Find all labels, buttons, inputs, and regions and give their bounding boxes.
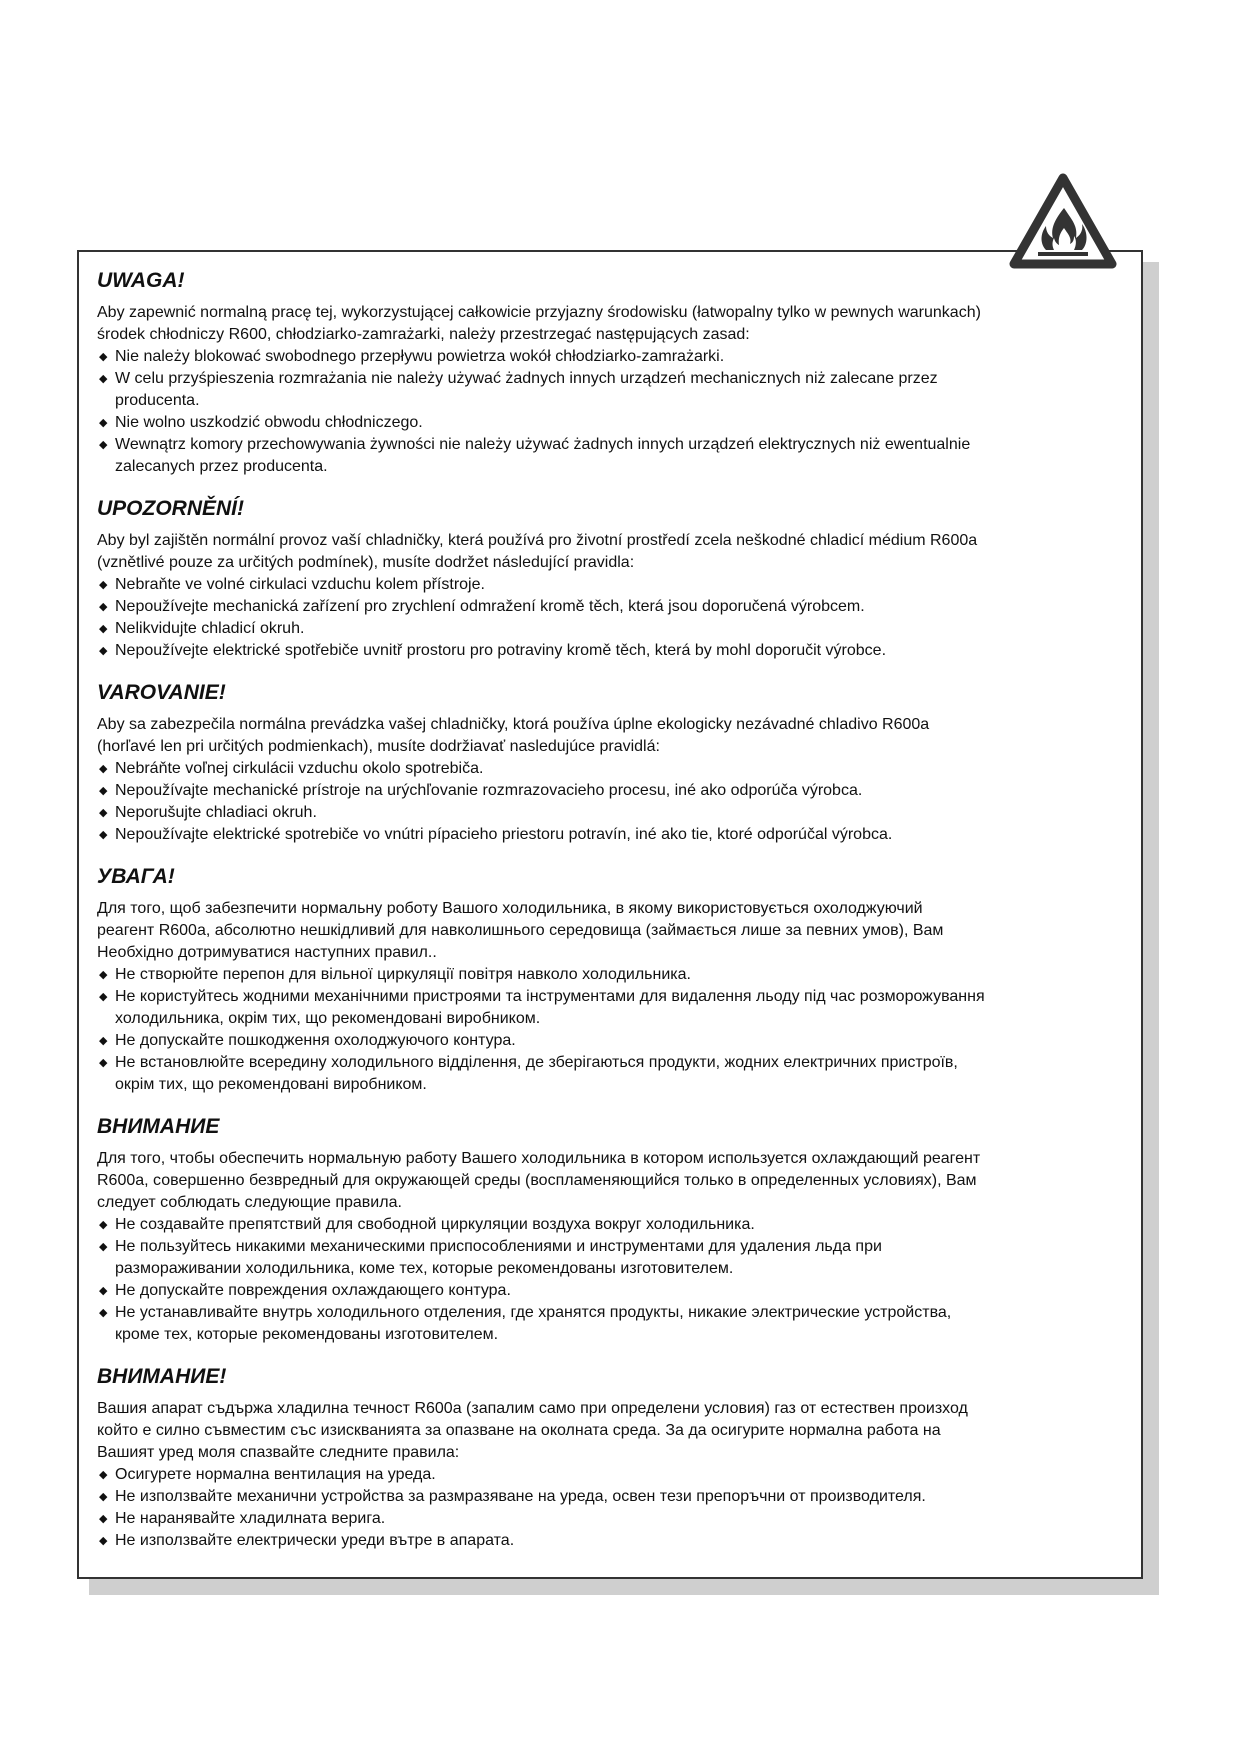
diamond-bullet-icon: ◆: [99, 763, 108, 775]
list-item: ◆ Nepoužívajte elektrické spotrebiče vo vnútri pípacieho priestoru potravín, iné ako tie, ktoré odporúčal výrobca.: [97, 824, 1123, 846]
list-item: ◆ Не пользуйтесь никакими механическими приспособлениями и инструментами для удаления льда при размораживании холодильника, коме тех, которые рекомендованы изготовителем.: [99, 1238, 882, 1277]
section-ukrainian: [97, 864, 1123, 1096]
bullet-list: [97, 1464, 1123, 1552]
diamond-bullet-icon: ◆: [99, 601, 108, 613]
list-item: ◆ Не наранявайте хладилната верига.: [97, 1508, 1123, 1530]
diamond-bullet-icon: ◆: [99, 1513, 108, 1525]
list-item: ◆ Nepoužívajte mechanické prístroje na urýchľovanie rozmrazovacieho procesu, iné ako odporúča výrobca.: [97, 780, 1123, 802]
diamond-bullet-icon: ◆: [99, 351, 108, 363]
list-item: ◆ Не допускайте пошкодження охолоджуючого контура.: [97, 1030, 1123, 1052]
diamond-bullet-icon: ◆: [99, 1491, 108, 1503]
list-item: ◆ Не допускайте повреждения охлаждающего контура.: [97, 1280, 1123, 1302]
list-item: ◆ Neporušujte chladiaci okruh.: [97, 802, 1123, 824]
list-item: ◆ Не използвайте електрически уреди вътре в апарата.: [97, 1530, 1123, 1552]
section-intro: Aby sa zabezpečila normálna prevádzka vašej chladničky, ktorá používa úplne ekologicky nezávadné chladivo R600a (horľavé len pri určitých podmienkach), musíte dodržiavať nasledujúce pravidlá:: [97, 716, 930, 755]
bullet-list: [97, 346, 1123, 478]
section-heading: ВНИМАНИЕ!: [97, 1365, 227, 1388]
section-russian: [97, 1114, 1123, 1346]
diamond-bullet-icon: ◆: [99, 1219, 108, 1231]
diamond-bullet-icon: ◆: [99, 1285, 108, 1297]
diamond-bullet-icon: ◆: [99, 373, 108, 385]
diamond-bullet-icon: ◆: [99, 991, 108, 1003]
section-heading: УВАГА!: [97, 865, 175, 888]
bullet-list: [97, 574, 1123, 662]
list-item: ◆ Не устанавливайте внутрь холодильного отделения, где хранятся продукты, никакие электрические устройства, кроме тех, которые рекомендованы изготовителем.: [99, 1304, 952, 1343]
list-item: ◆ Nie wolno uszkodzić obwodu chłodniczego.: [97, 412, 1123, 434]
list-item: ◆ Не создавайте препятствий для свободной циркуляции воздуха вокруг холодильника.: [97, 1214, 1123, 1236]
list-item: ◆ Wewnątrz komory przechowywania żywności nie należy używać żadnych innych urządzeń elektrycznych niż ewentualnie zalecanych przez producenta.: [99, 436, 971, 475]
section-bulgarian: [97, 1364, 1123, 1552]
bullet-list: [97, 758, 1123, 846]
section-heading: UWAGA!: [97, 269, 185, 292]
diamond-bullet-icon: ◆: [99, 829, 108, 841]
diamond-bullet-icon: ◆: [99, 645, 108, 657]
list-item: ◆ Не встановлюйте всередину холодильного відділення, де зберігаються продукти, жодних електричних пристроїв, окрім тих, що рекомендовані виробником.: [99, 1054, 958, 1093]
diamond-bullet-icon: ◆: [99, 785, 108, 797]
diamond-bullet-icon: ◆: [99, 807, 108, 819]
section-czech: [97, 496, 1123, 662]
section-intro: Aby byl zajištěn normální provoz vaší chladničky, která používá pro životní prostředí zcela neškodné chladicí médium R600a (vznětlivé pouze za určitých podmínek), musíte dodržet následující pravidla:: [97, 532, 978, 571]
list-item: ◆ Nie należy blokować swobodnego przepływu powietrza wokół chłodziarko-zamrażarki.: [97, 346, 1123, 368]
list-item: ◆ Nepoužívejte mechanická zařízení pro zrychlení odmražení kromě těch, která jsou doporučená výrobcem.: [97, 596, 1123, 618]
bullet-list: [97, 1214, 1123, 1346]
section-intro: Для того, щоб забезпечити нормальну роботу Вашого холодильника, в якому використовується охолоджуючий реагент R600a, абсолютно нешкідливий для навколишнього середовища (займається лише за певних умов), Вам Необхідно дотримуватися наступних правил..: [97, 900, 944, 961]
section-intro: Вашия апарат съдържа хладилна течност R600a (запалим само при определени условия) газ от естествен произход който е силно съвместим със изискванията за опазване на околната среда. За да осигурите нормална работа на Вашият уред моля спазвайте следните правила:: [97, 1400, 968, 1461]
diamond-bullet-icon: ◆: [99, 969, 108, 981]
diamond-bullet-icon: ◆: [99, 1469, 108, 1481]
list-item: ◆ Не створюйте перепон для вільної циркуляції повітря навколо холодильника.: [97, 964, 1123, 986]
diamond-bullet-icon: ◆: [99, 1535, 108, 1547]
section-slovak: [97, 680, 1123, 846]
diamond-bullet-icon: ◆: [99, 1307, 108, 1319]
list-item: ◆ Nebráňte voľnej cirkulácii vzduchu okolo spotrebiča.: [97, 758, 1123, 780]
section-polish: [97, 268, 1123, 478]
diamond-bullet-icon: ◆: [99, 1241, 108, 1253]
diamond-bullet-icon: ◆: [99, 623, 108, 635]
diamond-bullet-icon: ◆: [99, 1057, 108, 1069]
list-item: ◆ Осигурете нормална вентилация на уреда.: [97, 1464, 1123, 1486]
list-item: ◆ Nepoužívejte elektrické spotřebiče uvnitř prostoru pro potraviny kromě těch, která by mohl doporučit výrobce.: [97, 640, 1123, 662]
warning-box: [77, 250, 1143, 1579]
section-intro: Для того, чтобы обеспечить нормальную работу Вашего холодильника в котором используется охлаждающий реагент R600a, совершенно безвредный для окружающей среды (воспламеняющийся только в определенных условиях), Вам следует соблюдать следующие правила.: [97, 1150, 981, 1211]
diamond-bullet-icon: ◆: [99, 439, 108, 451]
list-item: ◆ Nebraňte ve volné cirkulaci vzduchu kolem přístroje.: [97, 574, 1123, 596]
list-item: ◆ W celu przyśpieszenia rozmrażania nie należy używać żadnych innych urządzeń mechanicznych niż zalecane przez producenta.: [99, 370, 938, 409]
list-item: ◆ Не користуйтесь жодними механічними пристроями та інструментами для видалення льоду під час розморожування холодильника, окрім тих, що рекомендовані виробником.: [99, 988, 985, 1027]
section-heading: ВНИМАНИЕ: [97, 1115, 220, 1138]
section-heading: VAROVANIE!: [97, 681, 226, 704]
list-item: ◆ Не използвайте механични устройства за размразяване на уреда, освен тези препоръчни от производителя.: [97, 1486, 1123, 1508]
bullet-list: [97, 964, 1123, 1096]
list-item: ◆ Nelikvidujte chladicí okruh.: [97, 618, 1123, 640]
section-intro: Aby zapewnić normalną pracę tej, wykorzystującej całkowicie przyjazny środowisku (łatwopalny tylko w pewnych warunkach) środek chłodniczy R600, chłodziarko-zamrażarki, należy przestrzegać następujących zasad:: [97, 304, 981, 343]
diamond-bullet-icon: ◆: [99, 579, 108, 591]
section-heading: UPOZORNĚNÍ!: [97, 497, 244, 520]
diamond-bullet-icon: ◆: [99, 1035, 108, 1047]
diamond-bullet-icon: ◆: [99, 417, 108, 429]
flammable-warning-icon: [1008, 172, 1118, 272]
